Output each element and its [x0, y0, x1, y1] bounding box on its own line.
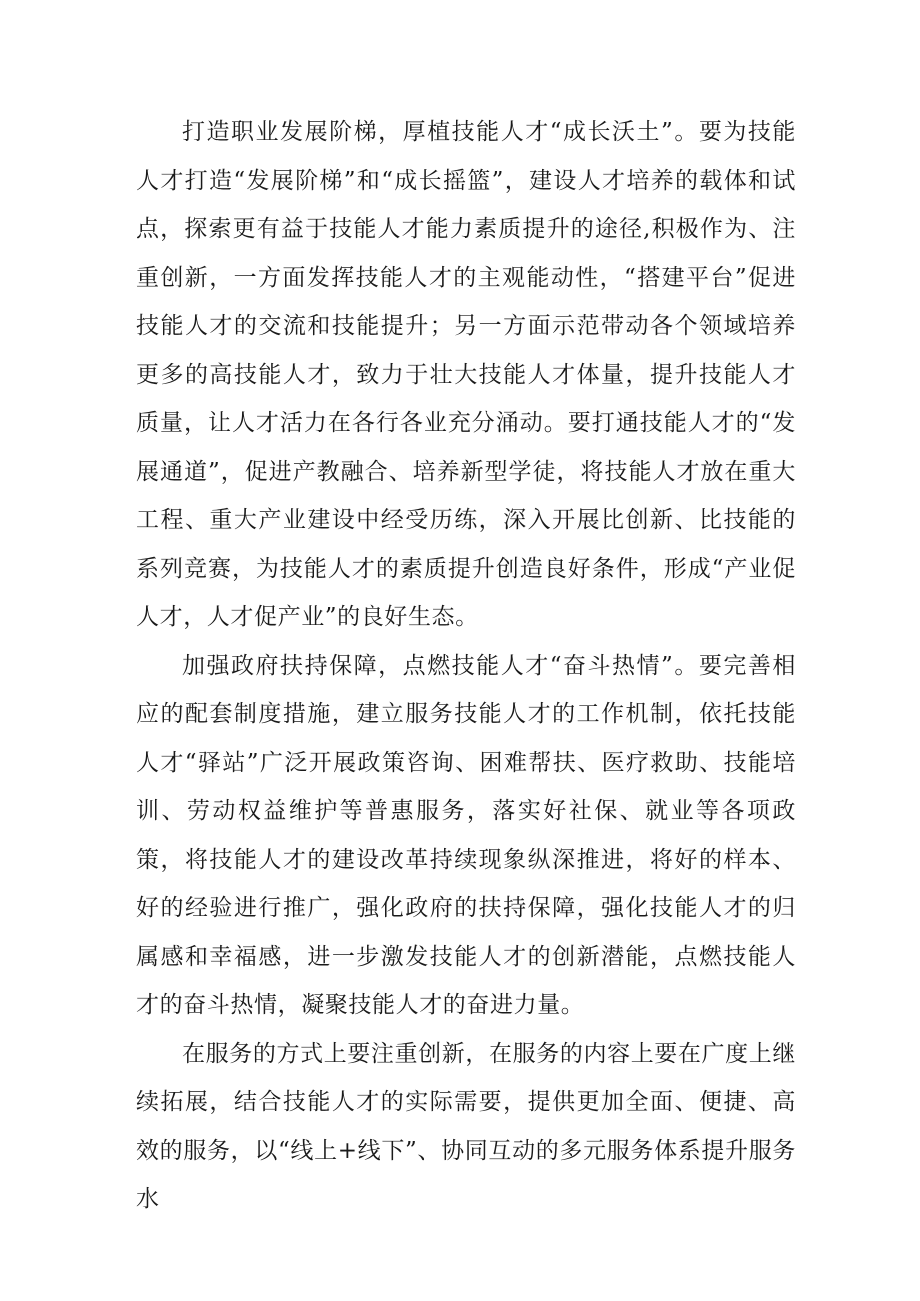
paragraph-service-innovation: 在服务的方式上要注重创新，在服务的内容上要在广度上继续拓展，结合技能人才的实际需要，提供更加全面、便捷、高效的服务，以“线上+线下”、协同互动的多元服务体系提升服务水 — [136, 1040, 796, 1212]
paragraph-government-support: 加强政府扶持保障，点燃技能人才“奋斗热情”。要完善相应的配套制度措施，建立服务技能人才的工作机制，依托技能人才“驿站”广泛开展政策咨询、困难帮扶、医疗救助、技能培训、劳动权益维护等普惠服务，落实好社保、就业等各项政策，将技能人才的建设改革持续现象纵深推进，将好的样本、好的经验进行推广，强化政府的扶持保障，强化技能人才的归属感和幸福感，进一步激发技能人才的创新潜能，点燃技能人才的奋斗热情，凝聚技能人才的奋进力量。 — [136, 652, 796, 1018]
document-body — [136, 108, 796, 1224]
paragraph-career-ladder: 打造职业发展阶梯，厚植技能人才“成长沃土”。要为技能人才打造“发展阶梯”和“成长摇篮”，建设人才培养的载体和试点，探索更有益于技能人才能力素质提升的途径,积极作为、注重创新，一方面发挥技能人才的主观能动性，“搭建平台”促进技能人才的交流和技能提升；另一方面示范带动各个领域培养更多的高技能人才，致力于壮大技能人才体量，提升技能人才质量，让人才活力在各行各业充分涌动。要打通技能人才的“发展通道”，促进产教融合、培养新型学徒，将技能人才放在重大工程、重大产业建设中经受历练，深入开展比创新、比技能的系列竞赛，为技能人才的素质提升创造良好条件，形成“产业促人才，人才促产业”的良好生态。 — [136, 119, 796, 630]
